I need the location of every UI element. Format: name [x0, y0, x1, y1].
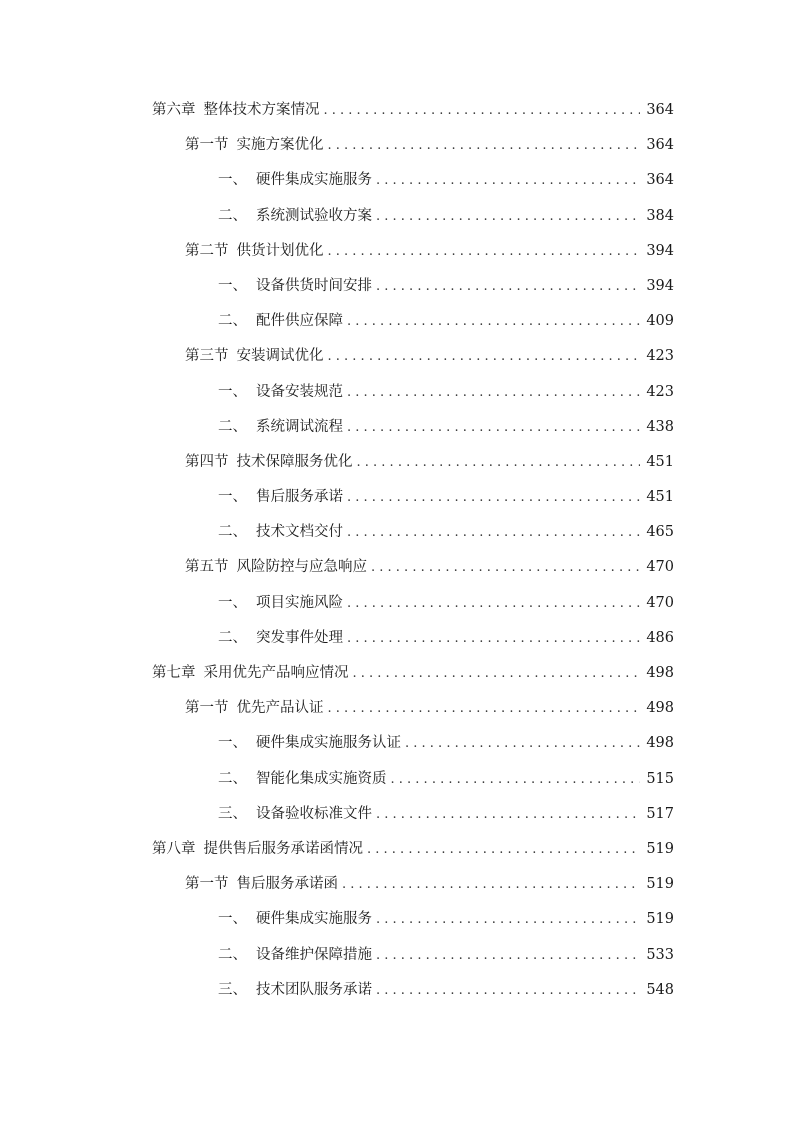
toc-entry-number: 二、: [218, 313, 247, 330]
toc-entry-number: 一、: [218, 383, 247, 400]
toc-entry-number: 二、: [218, 524, 247, 541]
toc-entry-section[interactable]: [0, 339, 793, 374]
toc-dot-leader: [371, 550, 640, 585]
toc-dot-leader: [347, 586, 640, 621]
toc-entry-page: 498: [646, 700, 674, 717]
toc-entry-page: 423: [646, 383, 674, 400]
toc-entry-subsection[interactable]: [0, 938, 793, 973]
toc-dot-leader: [357, 445, 641, 480]
toc-entry-title: 突发事件处理: [256, 629, 343, 646]
toc-entry-page: 519: [646, 876, 674, 893]
toc-entry-number: 第一节: [185, 876, 229, 893]
toc-entry-title: 设备供货时间安排: [256, 277, 372, 294]
toc-entry-number: 一、: [218, 735, 247, 752]
toc-entry-page: 394: [646, 277, 674, 294]
toc-entry-number: 二、: [218, 946, 247, 963]
toc-dot-leader: [347, 410, 640, 445]
toc-entry-number: 一、: [218, 911, 247, 928]
toc-entry-page: 486: [646, 629, 674, 646]
toc-entry-number: 二、: [218, 418, 247, 435]
toc-dot-leader: [376, 163, 640, 198]
table-of-contents: [0, 93, 793, 1008]
toc-dot-leader: [347, 304, 640, 339]
toc-entry-page: 470: [646, 594, 674, 611]
toc-entry-title: 设备维护保障措施: [256, 946, 372, 963]
toc-entry-page: 515: [646, 770, 674, 787]
toc-entry-title: 技术团队服务承诺: [256, 981, 372, 998]
toc-dot-leader: [376, 199, 640, 234]
toc-entry-page: 438: [646, 418, 674, 435]
toc-entry-section[interactable]: [0, 691, 793, 726]
toc-entry-page: 451: [646, 453, 674, 470]
toc-entry-subsection[interactable]: [0, 902, 793, 937]
toc-entry-subsection[interactable]: [0, 586, 793, 621]
toc-entry-page: 384: [646, 207, 674, 224]
toc-entry-number: 二、: [218, 629, 247, 646]
toc-entry-subsection[interactable]: [0, 304, 793, 339]
toc-entry-number: 三、: [218, 805, 247, 822]
toc-entry-subsection[interactable]: [0, 797, 793, 832]
toc-entry-section[interactable]: [0, 550, 793, 585]
toc-dot-leader: [328, 691, 641, 726]
toc-dot-leader: [347, 375, 640, 410]
toc-entry-title: 风险防控与应急响应: [236, 559, 367, 576]
toc-dot-leader: [347, 621, 640, 656]
toc-entry-page: 517: [646, 805, 674, 822]
toc-dot-leader: [328, 234, 641, 269]
toc-entry-title: 提供售后服务承诺函情况: [203, 840, 363, 857]
toc-dot-leader: [353, 656, 641, 691]
toc-entry-subsection[interactable]: [0, 375, 793, 410]
toc-entry-number: 一、: [218, 172, 247, 189]
toc-entry-subsection[interactable]: [0, 410, 793, 445]
toc-entry-number: 一、: [218, 489, 247, 506]
toc-entry-page: 364: [646, 172, 674, 189]
toc-entry-page: 519: [646, 911, 674, 928]
toc-entry-page: 423: [646, 348, 674, 365]
toc-entry-subsection[interactable]: [0, 269, 793, 304]
toc-dot-leader: [367, 832, 640, 867]
toc-entry-number: 第七章: [152, 665, 196, 681]
toc-entry-title: 系统测试验收方案: [256, 207, 372, 224]
toc-entry-title: 硬件集成实施服务认证: [256, 735, 401, 752]
toc-entry-subsection[interactable]: [0, 762, 793, 797]
toc-entry-page: 470: [646, 559, 674, 576]
toc-entry-title: 硬件集成实施服务: [256, 911, 372, 928]
toc-entry-subsection[interactable]: [0, 163, 793, 198]
toc-entry-subsection[interactable]: [0, 199, 793, 234]
toc-entry-title: 售后服务承诺函: [236, 876, 338, 893]
toc-entry-title: 供货计划优化: [236, 242, 324, 259]
toc-entry-number: 二、: [218, 770, 247, 787]
toc-entry-title: 安装调试优化: [236, 348, 324, 365]
toc-entry-title: 智能化集成实施资质: [256, 770, 387, 787]
toc-dot-leader: [405, 726, 640, 761]
toc-entry-title: 技术文档交付: [256, 524, 343, 541]
toc-dot-leader: [328, 128, 641, 163]
toc-entry-number: 第三节: [185, 348, 229, 365]
toc-entry-number: 第二节: [185, 242, 229, 259]
toc-entry-number: 二、: [218, 207, 247, 224]
toc-entry-page: 364: [646, 102, 674, 118]
toc-entry-title: 设备验收标准文件: [256, 805, 372, 822]
toc-entry-page: 498: [646, 735, 674, 752]
toc-entry-section[interactable]: [0, 445, 793, 480]
toc-entry-title: 项目实施风险: [256, 594, 343, 611]
toc-dot-leader: [376, 797, 640, 832]
toc-entry-section[interactable]: [0, 234, 793, 269]
toc-entry-subsection[interactable]: [0, 973, 793, 1008]
toc-entry-title: 系统调试流程: [256, 418, 343, 435]
toc-dot-leader: [347, 515, 640, 550]
toc-entry-page: 533: [646, 946, 674, 963]
toc-dot-leader: [328, 339, 641, 374]
toc-entry-title: 配件供应保障: [256, 313, 343, 330]
toc-entry-subsection[interactable]: [0, 621, 793, 656]
toc-dot-leader: [376, 973, 640, 1008]
toc-entry-chapter-7[interactable]: [0, 656, 793, 691]
toc-entry-title: 硬件集成实施服务: [256, 172, 372, 189]
toc-dot-leader: [376, 902, 640, 937]
toc-entry-page: 394: [646, 242, 674, 259]
toc-entry-subsection[interactable]: [0, 515, 793, 550]
toc-entry-title: 售后服务承诺: [256, 489, 343, 506]
toc-entry-number: 第一节: [185, 700, 229, 717]
toc-entry-page: 519: [646, 840, 674, 857]
toc-entry-number: 一、: [218, 277, 247, 294]
toc-entry-number: 第五节: [185, 559, 229, 576]
toc-entry-number: 第一节: [185, 137, 229, 154]
toc-entry-number: 第八章: [152, 840, 196, 857]
toc-entry-page: 409: [646, 313, 674, 330]
toc-dot-leader: [324, 93, 641, 128]
toc-dot-leader: [376, 269, 640, 304]
toc-entry-subsection[interactable]: [0, 726, 793, 761]
toc-entry-title: 优先产品认证: [236, 700, 324, 717]
toc-entry-page: 364: [646, 137, 674, 154]
toc-entry-title: 整体技术方案情况: [203, 102, 320, 118]
toc-entry-title: 技术保障服务优化: [236, 453, 353, 470]
toc-entry-page: 451: [646, 489, 674, 506]
toc-dot-leader: [347, 480, 640, 515]
toc-entry-page: 498: [646, 665, 674, 681]
toc-dot-leader: [391, 762, 641, 797]
toc-entry-subsection[interactable]: [0, 480, 793, 515]
toc-dot-leader: [376, 938, 640, 973]
toc-entry-chapter-8[interactable]: [0, 832, 793, 867]
toc-entry-number: 三、: [218, 981, 247, 998]
toc-entry-title: 实施方案优化: [236, 137, 324, 154]
toc-entry-number: 一、: [218, 594, 247, 611]
toc-entry-title: 采用优先产品响应情况: [203, 665, 349, 681]
toc-entry-section[interactable]: [0, 128, 793, 163]
toc-entry-section[interactable]: [0, 867, 793, 902]
toc-entry-number: 第六章: [152, 102, 196, 118]
toc-entry-number: 第四节: [185, 453, 229, 470]
toc-dot-leader: [342, 867, 640, 902]
toc-entry-title: 设备安装规范: [256, 383, 343, 400]
toc-entry-page: 465: [646, 524, 674, 541]
toc-entry-page: 548: [646, 981, 674, 998]
toc-entry-chapter-6[interactable]: [0, 93, 793, 128]
